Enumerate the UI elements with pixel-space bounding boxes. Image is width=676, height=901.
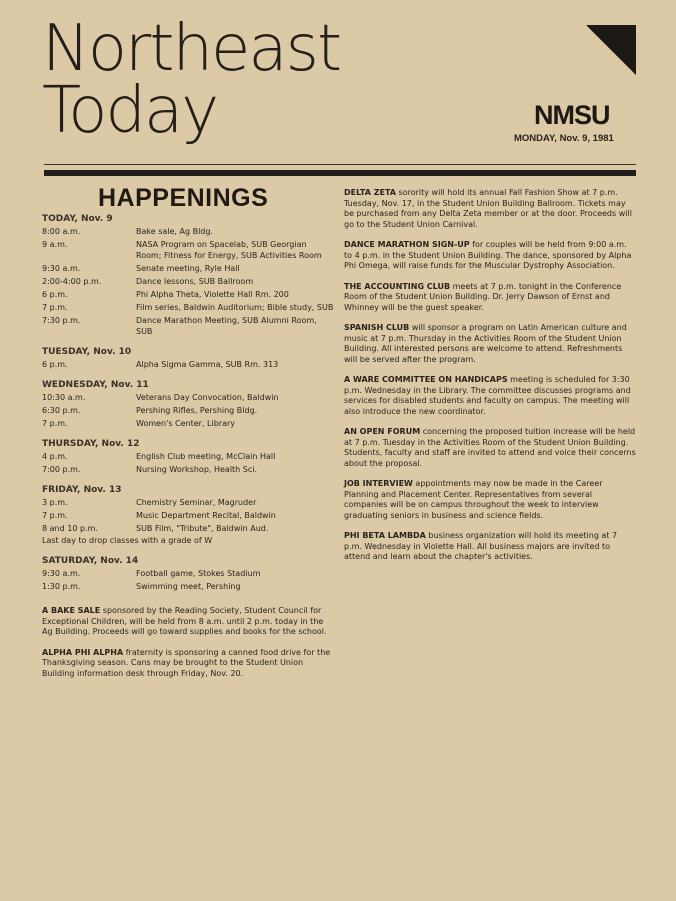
masthead-title <box>42 12 341 148</box>
event-description: Nursing Workshop, Health Sci. <box>136 465 258 474</box>
event-time: 10:30 a.m. <box>42 393 86 402</box>
happenings-column <box>42 184 334 679</box>
announcements-column <box>344 188 636 563</box>
header-rule-thick <box>44 170 636 176</box>
event-row <box>42 497 334 508</box>
event-row <box>42 289 334 300</box>
event-time: 3 p.m. <box>42 498 68 507</box>
event-description: SUB Film, "Tribute", Baldwin Aud. <box>136 524 269 533</box>
event-row <box>42 510 334 521</box>
event-time: 2:00-4:00 p.m. <box>42 277 102 286</box>
day-heading: TODAY, Nov. 9 <box>42 214 113 224</box>
announcement-lead: A WARE COMMITTEE ON HANDICAPS <box>344 375 508 384</box>
event-description: Chemistry Seminar, Magruder <box>136 498 257 507</box>
event-time: 7 p.m. <box>42 303 68 312</box>
event-row <box>42 581 334 592</box>
announcement-text: business organization will hold its meeting at 7 p.m. Wednesday in Violette Hall. All business majors are invited to attend and learn about the chapter's activities. <box>344 531 618 561</box>
event-time: 6 p.m. <box>42 290 68 299</box>
announcement-text: will sponsor a program on Latin American culture and music at 7 p.m. Thursday in the Activities Room of the Student Union Building. All interested persons are welcome to attend. Refreshments will be served after the program. <box>344 323 627 364</box>
event-time: 9:30 a.m. <box>42 569 81 578</box>
event-description: Women's Center, Library <box>136 419 236 428</box>
event-row <box>42 464 334 475</box>
announcement-text: fraternity is sponsoring a canned food drive for the Thanksgiving season. Cans may be brought to the Student Union Building information desk through Friday, Nov. 20. <box>42 647 331 678</box>
masthead-title-line2: Today <box>42 74 218 148</box>
day-heading: FRIDAY, Nov. 13 <box>42 485 122 495</box>
day-list <box>42 214 334 592</box>
announcement-text: sorority will hold its annual Fall Fashion Show at 7 p.m. Tuesday, Nov. 17, in the Student Union Building Ballroom. Tickets may be purchased from any Delta Zeta member or at the door. Proceeds will go to the Student Union Carnival. <box>344 188 632 229</box>
dateline: MONDAY, Nov. 9, 1981 <box>514 133 614 144</box>
event-row <box>42 359 334 370</box>
day-heading: TUESDAY, Nov. 10 <box>42 347 132 357</box>
announcement-lead: PHI BETA LAMBDA <box>344 531 426 540</box>
event-description: NASA Program on Spacelab, SUB Georgian Room; Fitness for Energy, SUB Activities Room <box>136 240 322 260</box>
event-description: Football game, Stokes Stadium <box>136 569 261 578</box>
announcement-lead: A BAKE SALE <box>42 606 101 615</box>
event-time: 9:30 a.m. <box>42 264 81 273</box>
event-description: Film series, Baldwin Auditorium; Bible study, SUB <box>136 303 334 312</box>
announcement-text: concerning the proposed tuition increase will be held at 7 p.m. Tuesday in the Activities Room of the Student Union Building. Students, faculty and staff are invited to attend and voice their concerns about the proposal. <box>344 427 636 468</box>
announcement-lead: THE ACCOUNTING CLUB <box>344 281 451 291</box>
event-time: 6:30 p.m. <box>42 406 81 415</box>
day-heading: THURSDAY, Nov. 12 <box>42 439 140 449</box>
event-time: 9 a.m. <box>42 240 68 249</box>
announcement-lead: AN OPEN FORUM <box>344 427 421 436</box>
event-description: Veterans Day Convocation, Baldwin <box>136 393 279 402</box>
event-description: Alpha Sigma Gamma, SUB Rm. 313 <box>136 360 279 369</box>
announcement-paragraph <box>344 282 636 314</box>
masthead-title-line1: Northeast <box>42 12 341 86</box>
triangle-logo-icon <box>586 25 636 75</box>
event-description: Bake sale, Ag Bldg. <box>136 227 214 236</box>
day-heading: SATURDAY, Nov. 14 <box>42 556 139 566</box>
announcement-text: for couples will be held from 9:00 a.m. to 4 p.m. in the Student Union Building. The dance, sponsored by Alpha Phi Omega, will raise funds for the Muscular Dystrophy Association. <box>344 240 632 270</box>
event-description: Pershing Rifles, Pershing Bldg. <box>136 406 258 415</box>
announcement-paragraph <box>344 479 636 521</box>
day-heading: WEDNESDAY, Nov. 11 <box>42 380 149 390</box>
announcement-paragraph <box>344 323 636 365</box>
event-time: 1:30 p.m. <box>42 582 81 591</box>
announcement-lead: ALPHA PHI ALPHA <box>42 647 124 657</box>
announcement-lead: DELTA ZETA <box>344 188 396 197</box>
event-row <box>42 405 334 416</box>
right-announcements <box>344 188 636 563</box>
announcement-text: appointments may now be made in the Career Planning and Placement Center. Representatives from several companies will be on campus throughout the week to interview graduating seniors in business and science fields. <box>344 479 603 520</box>
event-row <box>42 451 334 462</box>
event-time: 8 and 10 p.m. <box>42 524 98 533</box>
event-time: 7 p.m. <box>42 511 68 520</box>
announcement-paragraph <box>344 531 636 563</box>
event-description: Music Department Recital, Baldwin <box>136 511 276 520</box>
event-row <box>42 226 334 237</box>
event-description: Senate meeting, Ryle Hall <box>136 264 240 273</box>
header-rule-thin <box>44 164 636 165</box>
event-description: Swimming meet, Pershing <box>136 582 241 591</box>
announcement-paragraph <box>344 240 636 272</box>
event-row <box>42 315 334 337</box>
day-note: Last day to drop classes with a grade of W <box>42 536 213 545</box>
event-description: English Club meeting, McClain Hall <box>136 452 276 461</box>
announcement-paragraph <box>344 188 636 230</box>
event-time: 4 p.m. <box>42 452 68 461</box>
left-announcements <box>42 606 334 679</box>
event-row <box>42 392 334 403</box>
announcement-paragraph <box>344 427 636 469</box>
event-time: 7:00 p.m. <box>42 465 81 474</box>
event-description: Dance Marathon Meeting, SUB Alumni Room, SUB <box>136 316 317 336</box>
event-row <box>42 263 334 274</box>
announcement-lead: DANCE MARATHON SIGN-UP <box>344 240 470 249</box>
event-time: 7:30 p.m. <box>42 316 81 325</box>
event-row <box>42 239 334 261</box>
announcement-lead: SPANISH CLUB <box>344 323 410 332</box>
event-description: Dance lessons, SUB Ballroom <box>136 277 254 286</box>
announcement-paragraph <box>42 648 334 680</box>
announcement-paragraph <box>344 375 636 417</box>
announcement-text: meets at 7 p.m. tonight in the Conference Room of the Student Union Building. Dr. Jerry Dawson of Ernst and Whinney will be the guest speaker. <box>344 281 622 312</box>
event-time: 8:00 a.m. <box>42 227 81 236</box>
announcement-lead: JOB INTERVIEW <box>344 479 413 488</box>
event-time: 7 p.m. <box>42 419 68 428</box>
event-row <box>42 276 334 287</box>
event-row <box>42 418 334 429</box>
announcement-paragraph <box>42 606 334 638</box>
event-time: 6 p.m. <box>42 360 68 369</box>
event-row <box>42 568 334 579</box>
brand-logo: NMSU <box>534 100 610 130</box>
announcement-text: sponsored by the Reading Society, Student Council for Exceptional Children, will be held from 8 a.m. until 2 p.m. today in the Ag Building. Proceeds will go toward supplies and books for the school. <box>42 606 327 636</box>
announcement-text: meeting is scheduled for 3:30 p.m. Wednesday in the Library. The committee discusses programs and services for disabled students and faculty on campus. The meeting will also introduce the new coordinator. <box>344 375 631 416</box>
event-description: Phi Alpha Theta, Violette Hall Rm. 200 <box>136 290 289 299</box>
event-row <box>42 523 334 534</box>
event-row <box>42 302 334 313</box>
section-title: HAPPENINGS <box>98 184 269 212</box>
